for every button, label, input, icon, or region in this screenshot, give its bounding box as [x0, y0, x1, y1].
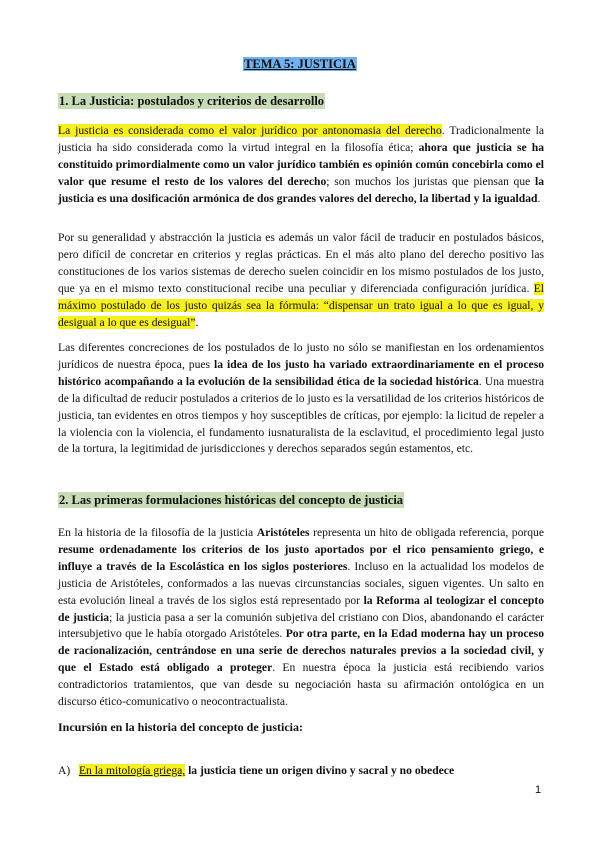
section-1-heading: 1. La Justicia: postulados y criterios de desarrollo [59, 94, 325, 108]
list-item-a: A) En la mitología griega, la justicia tiene un origen divino y sacral y no obedece [58, 764, 455, 777]
section-1-paragraph-3: Las diferentes concreciones de los postulados de lo justo no sólo se manifiestan en los ordenamientos jurídicos de nuestra época, pues la idea de los justo ha variado extraordinariamente en el proceso histórico acompañando a la evolución de la sensibilidad ética de la sociedad histórica. Una muestra de la dificultad de reducir postulados a criterios de lo justo es la versatilidad de los criterios históricos de justicia, tan evidentes en otros tiempos y hoy susceptibles de críticas, por ejemplo: la licitud de repeler a la violencia con la violencia, el fundamento iusnaturalista de la esclavitud, el procedimiento legal justo de la tortura, la legitimidad de jurisdicciones y derechos separados según estamentos, etc. [58, 341, 545, 456]
section-2-subheading: Incursión en la historia del concepto de justicia: [58, 720, 303, 734]
section-1-paragraph-1: La justicia es considerada como el valor jurídico por antonomasia del derecho. Tradicionalmente la justicia ha sido considerada como la virtud integral en la filosofía ética; ahora que justicia se ha constituido primordialmente como un valor jurídico también es opinión común concebirla como el valor que resume el resto de los valores del derecho; son muchos los juristas que piensan que la justicia es una dosificación armónica de dos grandes valores del derecho, la libertad y la igualdad. [58, 124, 544, 205]
section-1-paragraph-2: Por su generalidad y abstracción la justicia es además un valor fácil de traducir en postulados básicos, pero difícil de concretar en criterios y reglas prácticas. En el más alto plano del derecho positivo las constituciones de los varios sistemas de derecho suelen coincidir en los mismo postulados de los justo, que ya en el mismo texto constitucional recibe una peculiar y diferenciada configuración jurídica. El máximo postulado de los justo quizás sea la fórmula: “dispensar un trato igual a lo que es igual, y desigual a lo que es desigual”. [58, 231, 544, 329]
section-2-heading: 2. Las primeras formulaciones históricas del concepto de justicia [59, 493, 404, 507]
page-number: 1 [535, 784, 542, 796]
page-title [0, 57, 600, 72]
section-2-paragraph-1: En la historia de la filosofía de la justicia Aristóteles representa un hito de obligada referencia, porque resume ordenadamente los criterios de los justo aportados por el rico pensamiento griego, e influye a través de la Escolástica en los siglos posteriores. Incluso en la actualidad los modelos de justicia de Aristóteles, conformados a las nuevas circunstancias sociales, siguen vigentes. Un salto en esta evolución lineal a través de los siglos está representado por la Reforma al teologizar el concepto de justicia; la justicia pasa a ser la comunión subjetiva del cristiano con Dios, abandonando el carácter intersubjetivo que le había otorgado Aristóteles. Por otra parte, en la Edad moderna hay un proceso de racionalización, centrándose en una serie de derechos naturales previos a la sociedad civil, y que el Estado está obligado a proteger. En nuestra época la justicia está recibiendo varios contradictorios tratamientos, que van desde su negociación hasta su afirmación ontológica en un discurso ético-comunicativo o neocontractualista. [58, 526, 545, 709]
page-title-text: TEMA 5: JUSTICIA [244, 57, 356, 71]
